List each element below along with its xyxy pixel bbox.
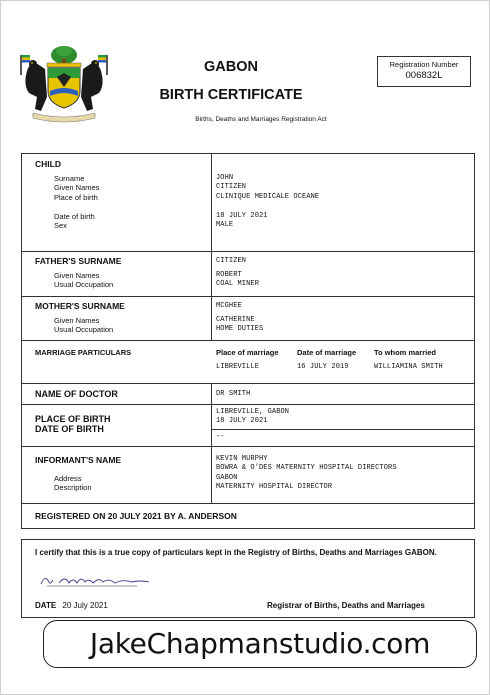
informant-org-value: BOWRA & O'DES MATERNITY HOSPITAL DIRECTORS bbox=[216, 464, 397, 473]
informant-heading: INFORMANT'S NAME bbox=[35, 455, 122, 465]
marriage-place-column: Place of marriage bbox=[216, 348, 279, 357]
watermark-banner bbox=[43, 620, 477, 668]
registration-act: Births, Deaths and Marriages Registration Act bbox=[195, 116, 327, 123]
certification-date-value: 20 July 2021 bbox=[62, 601, 108, 610]
child-sex-value: MALE bbox=[216, 221, 234, 230]
birth-values bbox=[216, 408, 289, 427]
mother-values bbox=[216, 316, 263, 335]
father-heading: FATHER'S SURNAME bbox=[35, 256, 122, 266]
certification-statement: I certify that this is a true copy of particulars kept in the Registry of Births, Deaths and Marriages GABON. bbox=[35, 548, 437, 557]
mother-surname-value: MCGHEE bbox=[216, 302, 242, 310]
certification-box bbox=[21, 539, 475, 618]
informant-name-value: KEVIN MURPHY bbox=[216, 455, 268, 463]
registration-number-value: 006832L bbox=[405, 70, 443, 81]
marriage-date-column: Date of marriage bbox=[297, 348, 357, 357]
informant-description-label: Description bbox=[54, 483, 92, 493]
column-divider-lower bbox=[211, 383, 212, 503]
child-given-names-label: Given Names bbox=[54, 183, 100, 193]
informant-description-value: MATERNITY HOSPITAL DIRECTOR bbox=[216, 483, 333, 492]
watermark-text: JakeChapmanstudio.com bbox=[89, 627, 431, 660]
row-divider bbox=[21, 340, 475, 341]
certification-date-label: DATE bbox=[35, 601, 57, 610]
registration-number-label: Registration Number bbox=[389, 60, 459, 69]
child-surname-label: Surname bbox=[54, 174, 85, 183]
child-sex-label: Sex bbox=[54, 221, 67, 231]
informant-address-label: Address bbox=[54, 474, 82, 483]
row-divider bbox=[21, 446, 475, 447]
mother-given-names-label: Given Names bbox=[54, 316, 100, 325]
informant-address-value: GABON bbox=[216, 473, 238, 482]
mother-labels bbox=[54, 316, 113, 335]
row-divider bbox=[21, 251, 475, 252]
birth-date-value: 18 JULY 2021 bbox=[216, 417, 268, 426]
father-occupation-label: Usual Occupation bbox=[54, 280, 114, 290]
row-divider-partial bbox=[211, 429, 475, 430]
father-surname-value: CITIZEN bbox=[216, 257, 247, 265]
marriage-place-value: LIBREVILLE bbox=[216, 363, 260, 371]
birth-place-value: LIBREVILLE, GABON bbox=[216, 408, 290, 416]
father-values bbox=[216, 271, 259, 290]
child-date-of-birth-label: Date of birth bbox=[54, 211, 95, 221]
child-heading: CHILD bbox=[35, 159, 61, 169]
row-divider bbox=[21, 296, 475, 297]
informant-values bbox=[216, 455, 397, 493]
registrar-title: Registrar of Births, Deaths and Marriages bbox=[267, 601, 425, 610]
doctor-heading: NAME OF DOCTOR bbox=[35, 389, 118, 399]
father-given-names-value: ROBERT bbox=[216, 271, 242, 279]
coat-of-arms-emblem bbox=[17, 41, 111, 123]
row-divider bbox=[21, 383, 475, 384]
marriage-date-value: 16 JULY 2019 bbox=[297, 363, 349, 371]
child-place-of-birth-label: Place of birth bbox=[54, 192, 98, 202]
mother-occupation-label: Usual Occupation bbox=[54, 325, 114, 335]
marriage-whom-value: WILLIAMINA SMITH bbox=[374, 363, 443, 371]
row-divider bbox=[21, 404, 475, 405]
certification-date bbox=[35, 601, 108, 610]
child-date-of-birth-value: 18 JULY 2021 bbox=[216, 211, 268, 220]
registration-number-box bbox=[377, 56, 471, 87]
marriage-whom-column: To whom married bbox=[374, 348, 436, 357]
child-given-names-value: CITIZEN bbox=[216, 183, 247, 192]
child-values bbox=[216, 174, 319, 230]
child-place-of-birth-value: CLINIQUE MEDICALE OCEANE bbox=[216, 192, 320, 201]
row-divider bbox=[21, 503, 475, 504]
place-of-birth-heading: PLACE OF BIRTH bbox=[35, 414, 111, 424]
informant-labels bbox=[54, 474, 92, 493]
child-surname-value: JOHN bbox=[216, 174, 234, 182]
birth-extra-value: -- bbox=[216, 433, 225, 441]
doctor-value: DR SMITH bbox=[216, 390, 251, 398]
column-divider bbox=[211, 153, 212, 340]
father-occupation-value: COAL MINER bbox=[216, 280, 260, 289]
mother-given-names-value: CATHERINE bbox=[216, 316, 255, 324]
registered-line: REGISTERED ON 20 JULY 2021 BY A. ANDERSON bbox=[35, 511, 237, 521]
date-of-birth-heading: DATE OF BIRTH bbox=[35, 424, 104, 434]
father-labels bbox=[54, 271, 113, 290]
mother-heading: MOTHER'S SURNAME bbox=[35, 301, 125, 311]
mother-occupation-value: HOME DUTIES bbox=[216, 325, 264, 334]
child-labels bbox=[54, 174, 99, 230]
document-title: BIRTH CERTIFICATE bbox=[159, 87, 303, 103]
father-given-names-label: Given Names bbox=[54, 271, 100, 280]
country-title: GABON bbox=[204, 59, 258, 75]
marriage-heading: MARRIAGE PARTICULARS bbox=[35, 348, 132, 357]
signature bbox=[37, 572, 157, 588]
